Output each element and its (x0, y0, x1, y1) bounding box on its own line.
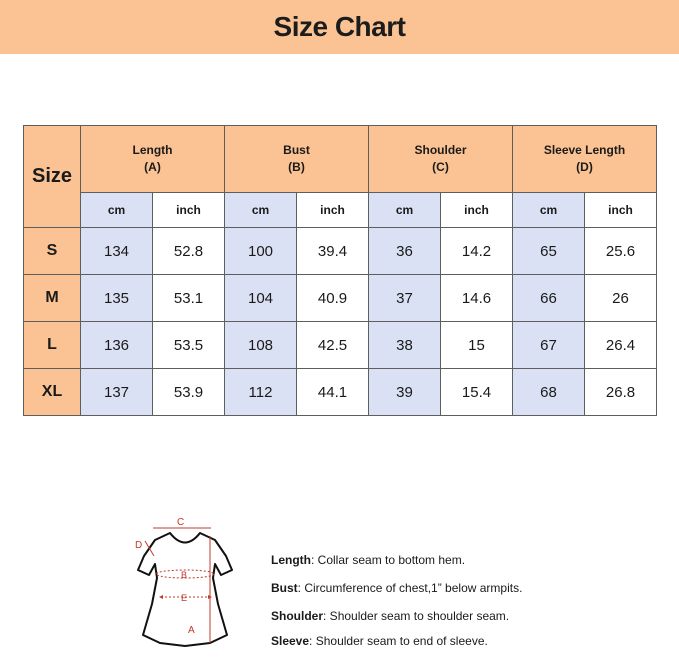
table-cell: 14.2 (441, 228, 513, 275)
dress-outline (138, 533, 232, 646)
table-cell: 134 (81, 228, 153, 275)
table-cell: 53.1 (153, 275, 225, 322)
bust-header-code: (B) (288, 160, 305, 174)
table-cell: 100 (225, 228, 297, 275)
size-label: S (24, 228, 81, 275)
legend-term: Bust (271, 581, 298, 595)
table-cell: 39.4 (297, 228, 369, 275)
table-cell: 52.8 (153, 228, 225, 275)
table-cell: 26 (585, 275, 657, 322)
legend-term: Length (271, 553, 311, 567)
table-cell: 14.6 (441, 275, 513, 322)
table-cell: 137 (81, 369, 153, 416)
table-cell: 15 (441, 322, 513, 369)
unit-cm-header: cm (225, 193, 297, 228)
sleeve-length-header-code: (D) (576, 160, 593, 174)
table-cell: 66 (513, 275, 585, 322)
bust-header-name: Bust (283, 143, 310, 157)
table-cell: 136 (81, 322, 153, 369)
label-e: E (181, 593, 188, 603)
legend-sleeve (271, 634, 488, 648)
legend-bust (271, 581, 522, 595)
size-chart-table (23, 125, 657, 416)
unit-inch-header: inch (297, 193, 369, 228)
length-header-code: (A) (144, 160, 161, 174)
table-cell: 39 (369, 369, 441, 416)
legend-term: Shoulder (271, 609, 324, 623)
sleeve-length-header (513, 126, 657, 193)
table-cell: 26.4 (585, 322, 657, 369)
table-cell: 108 (225, 322, 297, 369)
dress-measurement-diagram (130, 512, 240, 662)
length-header (81, 126, 225, 193)
legend-term: Sleeve (271, 634, 310, 648)
table-cell: 25.6 (585, 228, 657, 275)
table-row (24, 322, 657, 369)
legend-text: : Shoulder seam to end of sleeve. (309, 634, 488, 648)
legend-length (271, 553, 465, 567)
unit-inch-header: inch (441, 193, 513, 228)
label-a: A (188, 625, 195, 636)
page-title: Size Chart (273, 11, 406, 42)
table-row (24, 228, 657, 275)
legend-text: : Shoulder seam to shoulder seam. (323, 609, 510, 623)
label-c: C (177, 517, 185, 528)
sleeve-length-header-name: Sleeve Length (543, 143, 626, 157)
table-cell: 68 (513, 369, 585, 416)
legend-text: : Circumference of chest,1” below armpits. (297, 581, 523, 595)
size-column-header: Size (24, 126, 81, 228)
shoulder-header-name: Shoulder (414, 143, 467, 157)
bust-header (225, 126, 369, 193)
length-header-name: Length (132, 143, 173, 157)
size-label: M (24, 275, 81, 322)
table-cell: 135 (81, 275, 153, 322)
table-cell: 53.9 (153, 369, 225, 416)
table-cell: 42.5 (297, 322, 369, 369)
unit-inch-header: inch (585, 193, 657, 228)
table-cell: 53.5 (153, 322, 225, 369)
table-cell: 44.1 (297, 369, 369, 416)
unit-inch-header: inch (153, 193, 225, 228)
legend-shoulder (271, 609, 509, 623)
shoulder-header-code: (C) (432, 160, 449, 174)
table-cell: 40.9 (297, 275, 369, 322)
table-cell: 65 (513, 228, 585, 275)
shoulder-header (369, 126, 513, 193)
table-cell: 104 (225, 275, 297, 322)
label-d: D (135, 540, 143, 551)
table-row (24, 275, 657, 322)
table-cell: 26.8 (585, 369, 657, 416)
unit-cm-header: cm (369, 193, 441, 228)
table-cell: 112 (225, 369, 297, 416)
size-label: XL (24, 369, 81, 416)
title-banner (0, 0, 679, 54)
table-cell: 15.4 (441, 369, 513, 416)
table-cell: 38 (369, 322, 441, 369)
label-b: B (181, 570, 188, 580)
table-cell: 37 (369, 275, 441, 322)
unit-cm-header: cm (81, 193, 153, 228)
table-row (24, 369, 657, 416)
legend-text: : Collar seam to bottom hem. (311, 553, 466, 567)
size-label: L (24, 322, 81, 369)
table-cell: 36 (369, 228, 441, 275)
table-cell: 67 (513, 322, 585, 369)
unit-cm-header: cm (513, 193, 585, 228)
